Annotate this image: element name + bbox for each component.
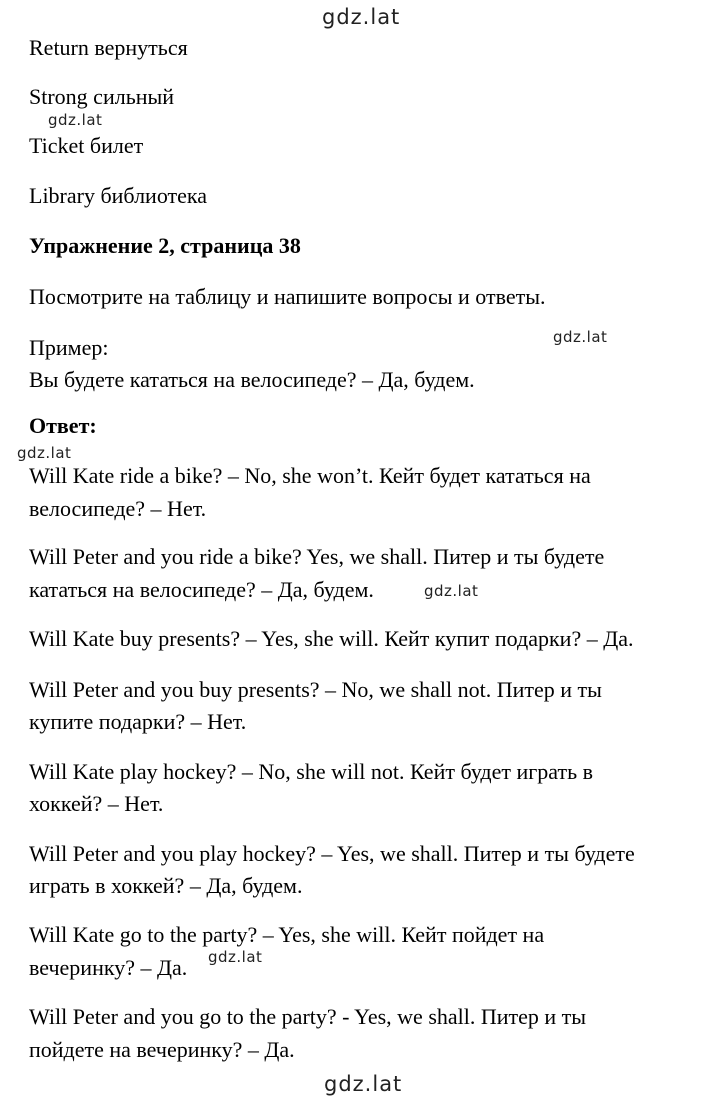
answer-line: Will Kate go to the party? – Yes, she will. Кейт пойдет на xyxy=(29,922,545,947)
answer-label: Ответ: xyxy=(29,413,97,438)
vocab-item: Return вернуться xyxy=(29,35,188,60)
watermark: gdz.lat xyxy=(424,582,479,600)
watermark: gdz.lat xyxy=(17,444,72,462)
exercise-heading: Упражнение 2, страница 38 xyxy=(29,233,301,258)
answer-line: купите подарки? – Нет. xyxy=(29,709,247,734)
answer-line: вечеринку? – Да. xyxy=(29,955,188,980)
answer-line: Will Kate buy presents? – Yes, she will. Кейт купит подарки? – Да. xyxy=(29,626,634,651)
answer-line: хоккей? – Нет. xyxy=(29,791,164,816)
watermark: gdz.lat xyxy=(48,111,103,129)
exercise-instruction: Посмотрите на таблицу и напишите вопросы и ответы. xyxy=(29,284,546,309)
answer-line: пойдете на вечеринку? – Да. xyxy=(29,1037,295,1062)
answer-line: Will Peter and you ride a bike? Yes, we shall. Питер и ты будете xyxy=(29,544,605,569)
watermark: gdz.lat xyxy=(553,328,608,346)
answer-line: Will Kate play hockey? – No, she will not. Кейт будет играть в xyxy=(29,759,594,784)
vocab-item: Strong сильный xyxy=(29,84,175,109)
answer-line: играть в хоккей? – Да, будем. xyxy=(29,873,303,898)
watermark: gdz.lat xyxy=(208,948,263,966)
watermark-top: gdz.lat xyxy=(322,5,401,29)
vocab-item: Ticket билет xyxy=(29,133,144,158)
answer-line: Will Kate ride a bike? – No, she won’t. Кейт будет кататься на xyxy=(29,463,591,488)
answer-line: велосипеде? – Нет. xyxy=(29,496,207,521)
answer-line: Will Peter and you go to the party? - Yes, we shall. Питер и ты xyxy=(29,1004,587,1029)
answer-line: Will Peter and you buy presents? – No, we shall not. Питер и ты xyxy=(29,677,602,702)
vocab-item: Library библиотека xyxy=(29,183,208,208)
example-label: Пример: xyxy=(29,335,109,360)
example-text: Вы будете кататься на велосипеде? – Да, будем. xyxy=(29,367,475,392)
watermark-bottom: gdz.lat xyxy=(324,1072,403,1096)
answer-line: Will Peter and you play hockey? – Yes, we shall. Питер и ты будете xyxy=(29,841,635,866)
answer-line: кататься на велосипеде? – Да, будем. xyxy=(29,577,374,602)
